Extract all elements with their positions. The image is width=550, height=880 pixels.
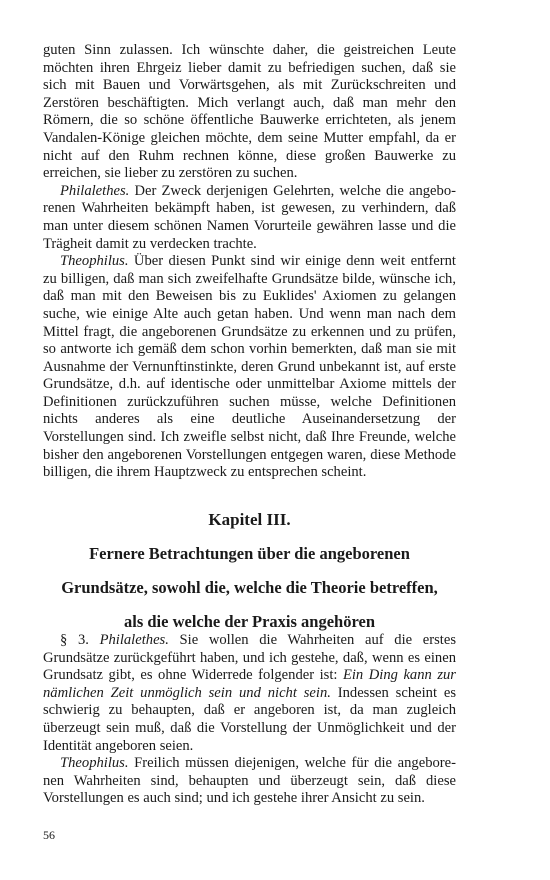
body-text-top [43,42,456,482]
page-number: 56 [43,828,55,842]
chapter-title-line-3: als die welche der Praxis angehören [124,612,375,631]
paragraph-section-3 [43,632,456,755]
paragraph-theophilus [43,253,456,482]
paragraph-text: guten Sinn zulassen. Ich wünschte daher, die geistreichen Leute möchten ihren Ehrgeiz lieber damit zu befriedigen suchen, daß sie sich mit Bauen und Vorwärtsgehen, als mit Zurückschreiten und Zerstören beschäftigten. Mich verlangt auch, daß man mehr den Römern, die so schöne öffentliche Bauwerke errichteten, als jenem Vandalen-Könige gleichen möchte, dem seine Mutter empfahl, da er nicht auf den Ruhm rechnen könne, diese großen Bauwerke zu erreichen, sie lieber zu zerstören zu suchen. [43,42,456,182]
paragraph-text: Der Zweck derjenigen Gelehrten, welche die angeborenen Wahrheiten bekämpft haben, ist gewesen, zu verhindern, daß man unter diesem schönen Namen Vorurteile gewähren lasse und die Trägheit damit zu verdecken trachte. [43,182,456,252]
chapter-title-line-1: Fernere Betrachtungen über die angeborenen [89,544,410,563]
speaker-name: Philalethes. [60,182,130,199]
body-text-bottom [43,632,456,808]
speaker-name: Theophilus. [60,253,129,270]
chapter-label: Kapitel III. [208,510,291,529]
paragraph-philalethes [43,183,456,253]
speaker-name: Philalethes. [99,632,169,648]
emphasized-principle: Ein Ding kann zur nämlichen Zeit unmöglich sein und nicht sein. [43,667,456,701]
paragraph-text: Freilich müssen diejenigen, welche für die angeborenen Wahrheiten sind, behaupten und überzeugt sein, daß diese Vorstellungen es auch sind; und ich gestehe ihrer Ansicht zu sein. [43,755,456,807]
chapter-title-line-2: Grundsätze, sowohl die, welche die Theorie betreffen, [61,578,438,597]
paragraph-continuation [43,42,456,183]
paragraph-text: Über diesen Punkt sind wir einige denn weit entfernt zu billigen, daß man sich zweifelhafte Grundsätze bilde, wünsche ich, daß man mit den Beweisen bis zu Euklides' Axiomen zu gelangen suche, wie einige Alte auch getan haben. Und wenn man nach dem Mittel fragt, die angeborenen Grundsätze zu erkennen und zu prüfen, so antworte ich gemäß dem schon vorhin bemerkten, daß man sie mit Ausnahme der Vernunftinstinkte, deren Grund unbekannt ist, auf erste Grundsätze, d.h. auf identische oder unmittelbar Axiome mittels der Definitionen zurückzuführen suchen müsse, welche Definitionen nichts anderes als eine deutliche Auseinandersetzung der Vorstellungen sind. Ich zweifle selbst nicht, daß Ihre Freunde, welche bisher den angeborenen Vorstellungen entgegen waren, diese Methode billigen, die ihrem Hauptzweck zu entsprechen scheint. [43,253,456,481]
paragraph-text: Indessen scheint es schwierig zu behaupten, daß er angeboren ist, da man zugleich überzeugt sein muß, daß die Vorstellung der Unmöglichkeit und der Identität angeboren seien. [43,684,456,754]
paragraph-theophilus-reply [43,755,456,808]
section-mark: § 3. [60,632,100,648]
paragraph-text: Sie wollen die Wahrheiten auf die erstes Grundsätze zurückgeführt haben, und ich gestehe, daß, wenn es einen Grundsatz gibt, es ohne Widerrede folgender ist: [43,632,456,684]
speaker-name: Theophilus. [60,755,129,772]
